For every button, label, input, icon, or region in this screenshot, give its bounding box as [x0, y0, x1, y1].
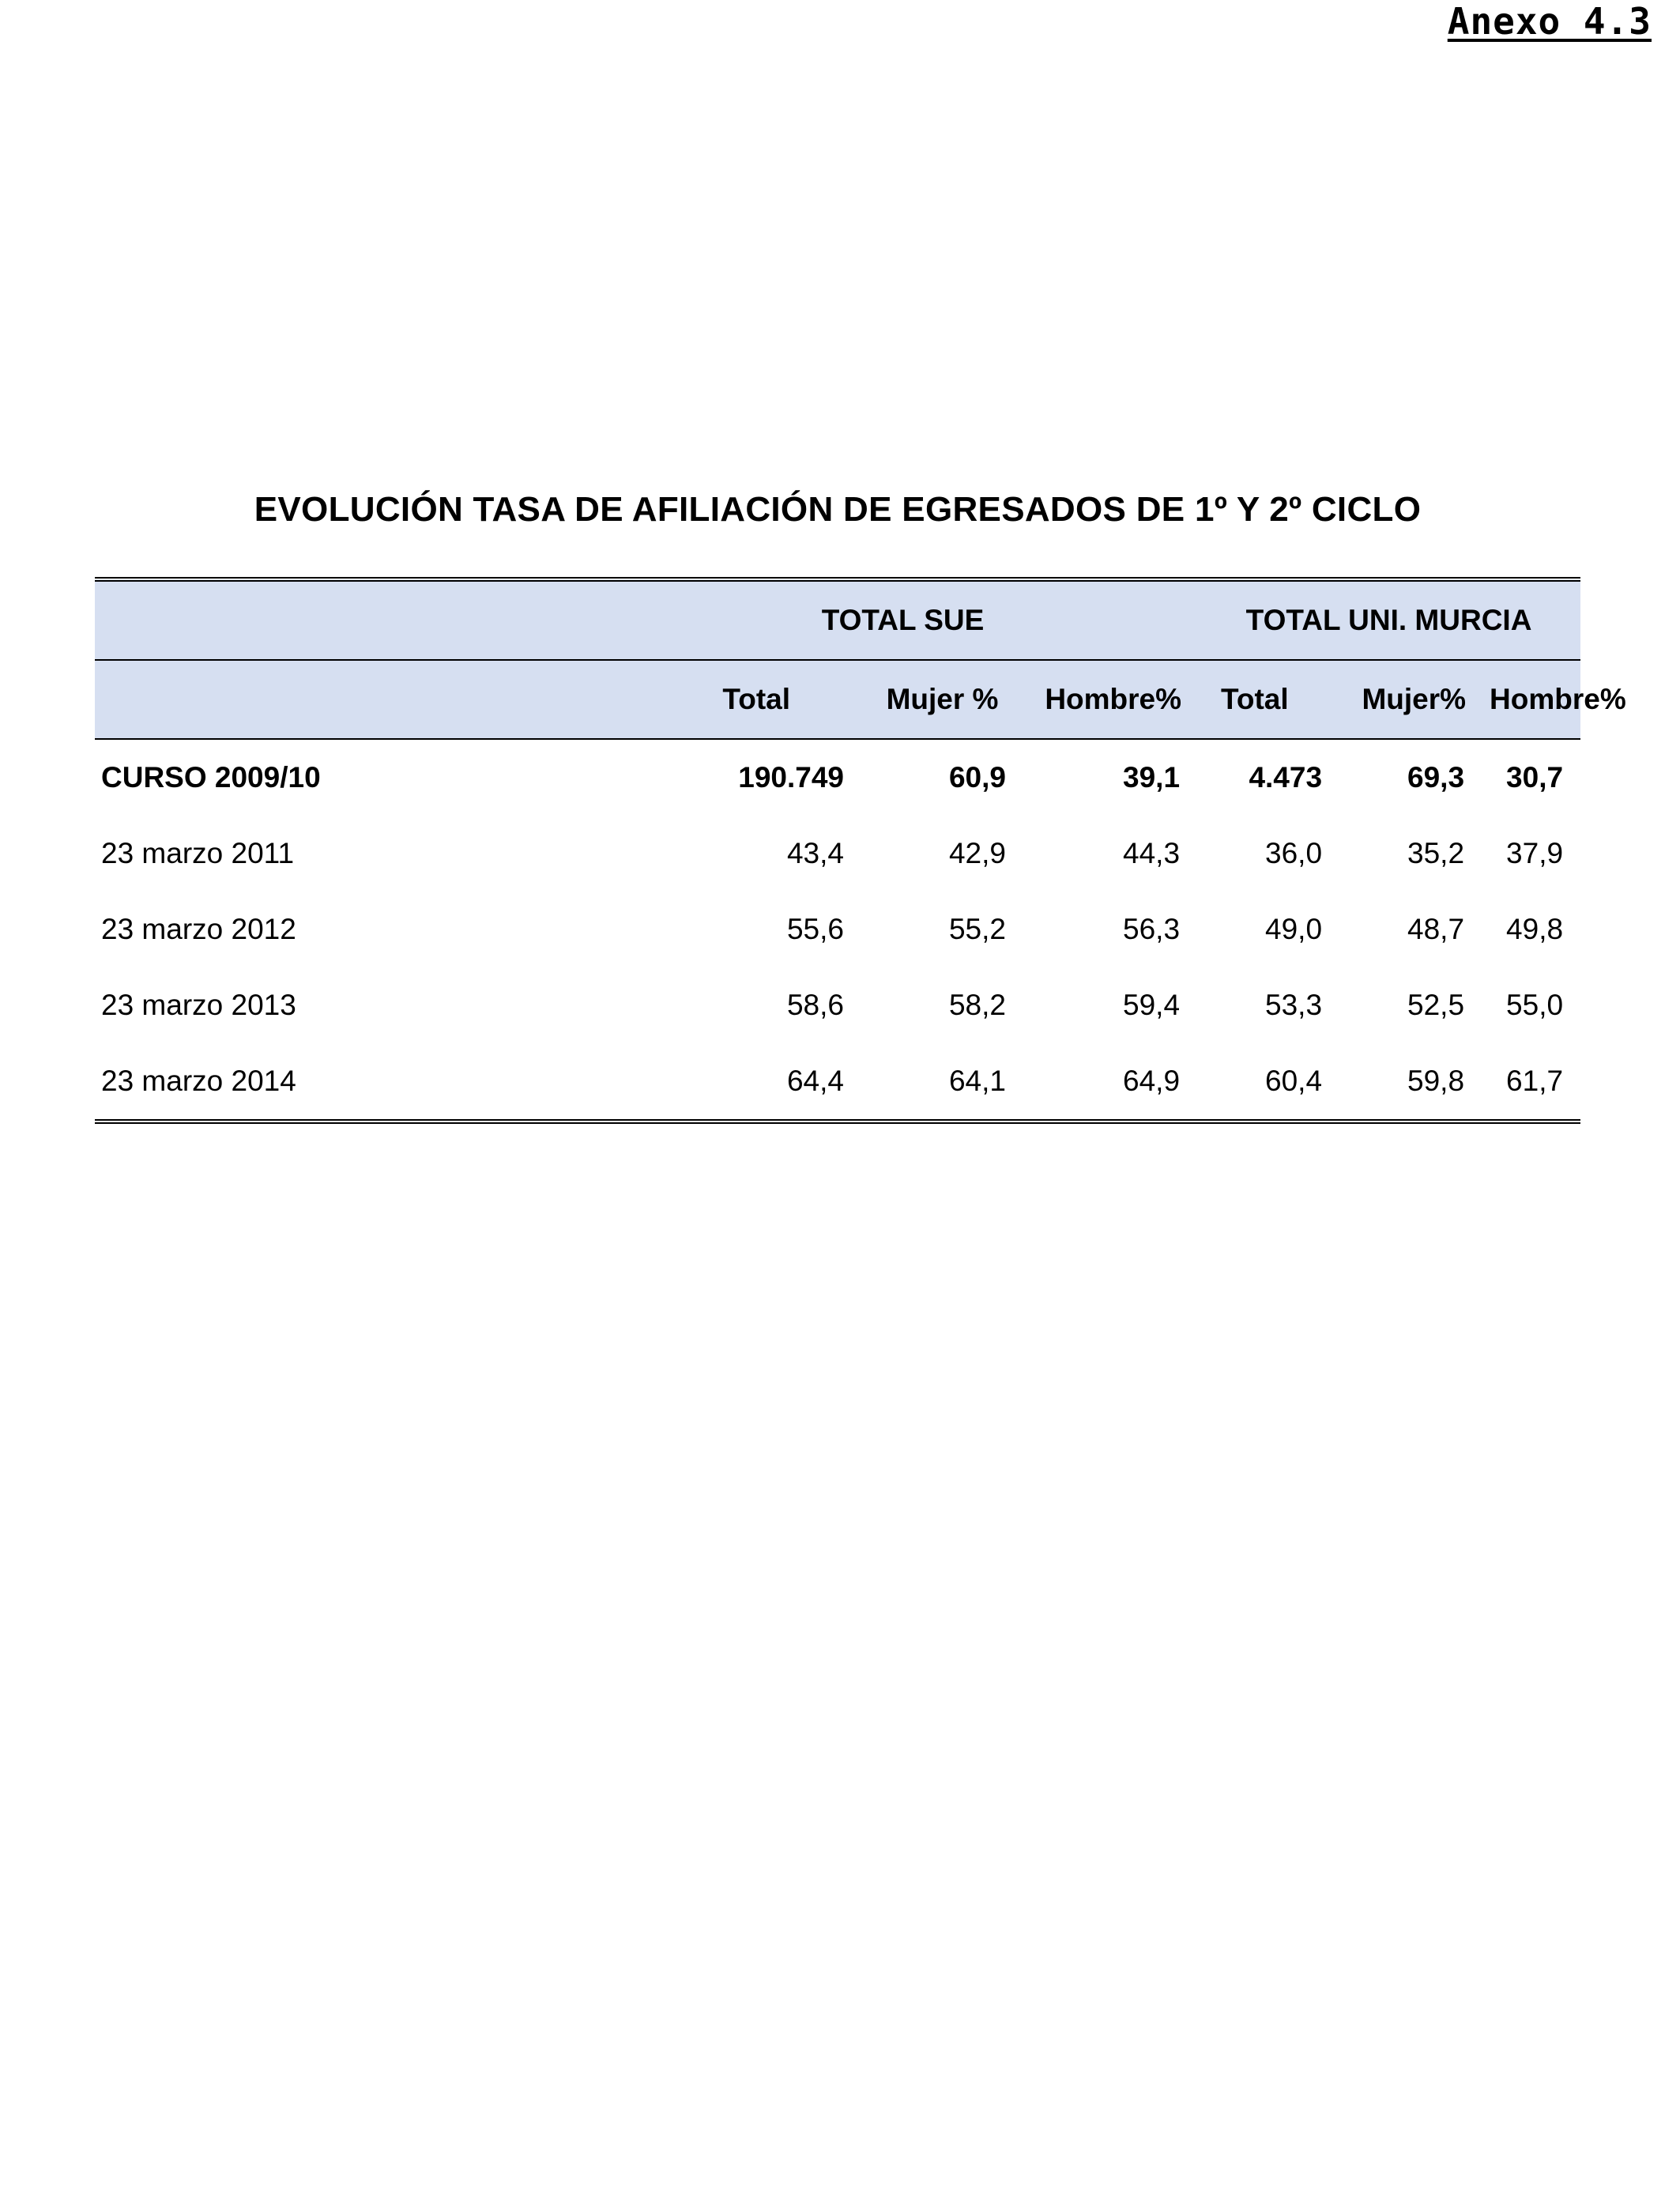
- header-empty-cell: [95, 579, 608, 660]
- cell-umu-mujer: 48,7: [1407, 913, 1465, 945]
- cell-umu-total: 60,4: [1197, 1043, 1339, 1122]
- cell-umu-hombre: 37,9: [1506, 837, 1564, 869]
- header-total-sue: TOTAL SUE: [608, 579, 1197, 660]
- annex-label: Anexo 4.3: [1447, 0, 1652, 43]
- cell-umu-hombre: 49,8: [1506, 913, 1564, 945]
- sub-header-sue-total: Total: [608, 660, 861, 739]
- row-label: 23 marzo 2013: [101, 989, 296, 1021]
- cell-sue-mujer: 58,2: [948, 989, 1006, 1021]
- cell-sue-mujer: 55,2: [948, 913, 1006, 945]
- row-label: CURSO 2009/10: [101, 761, 321, 794]
- document-title: EVOLUCIÓN TASA DE AFILIACIÓN DE EGRESADOS DE 1º Y 2º CICLO: [254, 490, 1422, 529]
- sub-header-sue-hombre: Hombre%: [1023, 660, 1197, 739]
- sub-header-row: [95, 660, 1580, 739]
- cell-umu-hombre: 55,0: [1506, 989, 1564, 1021]
- row-label: 23 marzo 2014: [95, 1043, 608, 1122]
- affiliation-table: [95, 577, 1626, 1124]
- sub-header-umu-total: Total: [1197, 660, 1339, 739]
- table-row: [95, 892, 1580, 967]
- table-row: [95, 967, 1580, 1043]
- row-label: 23 marzo 2011: [101, 837, 295, 869]
- cell-sue-total: 43,4: [786, 837, 844, 869]
- cell-sue-total: 55,6: [786, 913, 844, 945]
- cell-sue-hombre: 39,1: [1123, 761, 1181, 794]
- table-row: [95, 739, 1580, 816]
- sub-header-sue-mujer: Mujer %: [861, 660, 1023, 739]
- table-row: [95, 816, 1580, 892]
- cell-umu-hombre: 61,7: [1482, 1043, 1580, 1122]
- sub-header-empty-cell: [95, 660, 608, 739]
- cell-sue-hombre: 56,3: [1123, 913, 1181, 945]
- cell-sue-total: 190.749: [738, 761, 844, 794]
- cell-sue-mujer: 60,9: [948, 761, 1006, 794]
- cell-umu-mujer: 69,3: [1407, 761, 1465, 794]
- cell-umu-mujer: 59,8: [1339, 1043, 1482, 1122]
- cell-sue-hombre: 64,9: [1023, 1043, 1197, 1122]
- cell-sue-hombre: 44,3: [1123, 837, 1181, 869]
- sub-header-umu-hombre: Hombre%: [1482, 660, 1580, 739]
- sub-header-umu-mujer: Mujer%: [1339, 660, 1482, 739]
- table-row: [95, 1043, 1580, 1122]
- cell-umu-mujer: 52,5: [1407, 989, 1465, 1021]
- cell-sue-mujer: 64,1: [861, 1043, 1023, 1122]
- cell-umu-total: 4.473: [1249, 761, 1323, 794]
- cell-sue-total: 64,4: [608, 1043, 861, 1122]
- cell-umu-total: 49,0: [1265, 913, 1323, 945]
- cell-sue-total: 58,6: [786, 989, 844, 1021]
- row-label: 23 marzo 2012: [101, 913, 296, 945]
- affiliation-table-container: [95, 577, 1626, 1124]
- cell-sue-hombre: 59,4: [1123, 989, 1181, 1021]
- group-header-row: [95, 579, 1580, 660]
- cell-umu-total: 53,3: [1265, 989, 1323, 1021]
- cell-umu-mujer: 35,2: [1407, 837, 1465, 869]
- header-total-uni-murcia: TOTAL UNI. MURCIA: [1197, 579, 1580, 660]
- cell-umu-hombre: 30,7: [1506, 761, 1564, 794]
- cell-sue-mujer: 42,9: [948, 837, 1006, 869]
- cell-umu-total: 36,0: [1265, 837, 1323, 869]
